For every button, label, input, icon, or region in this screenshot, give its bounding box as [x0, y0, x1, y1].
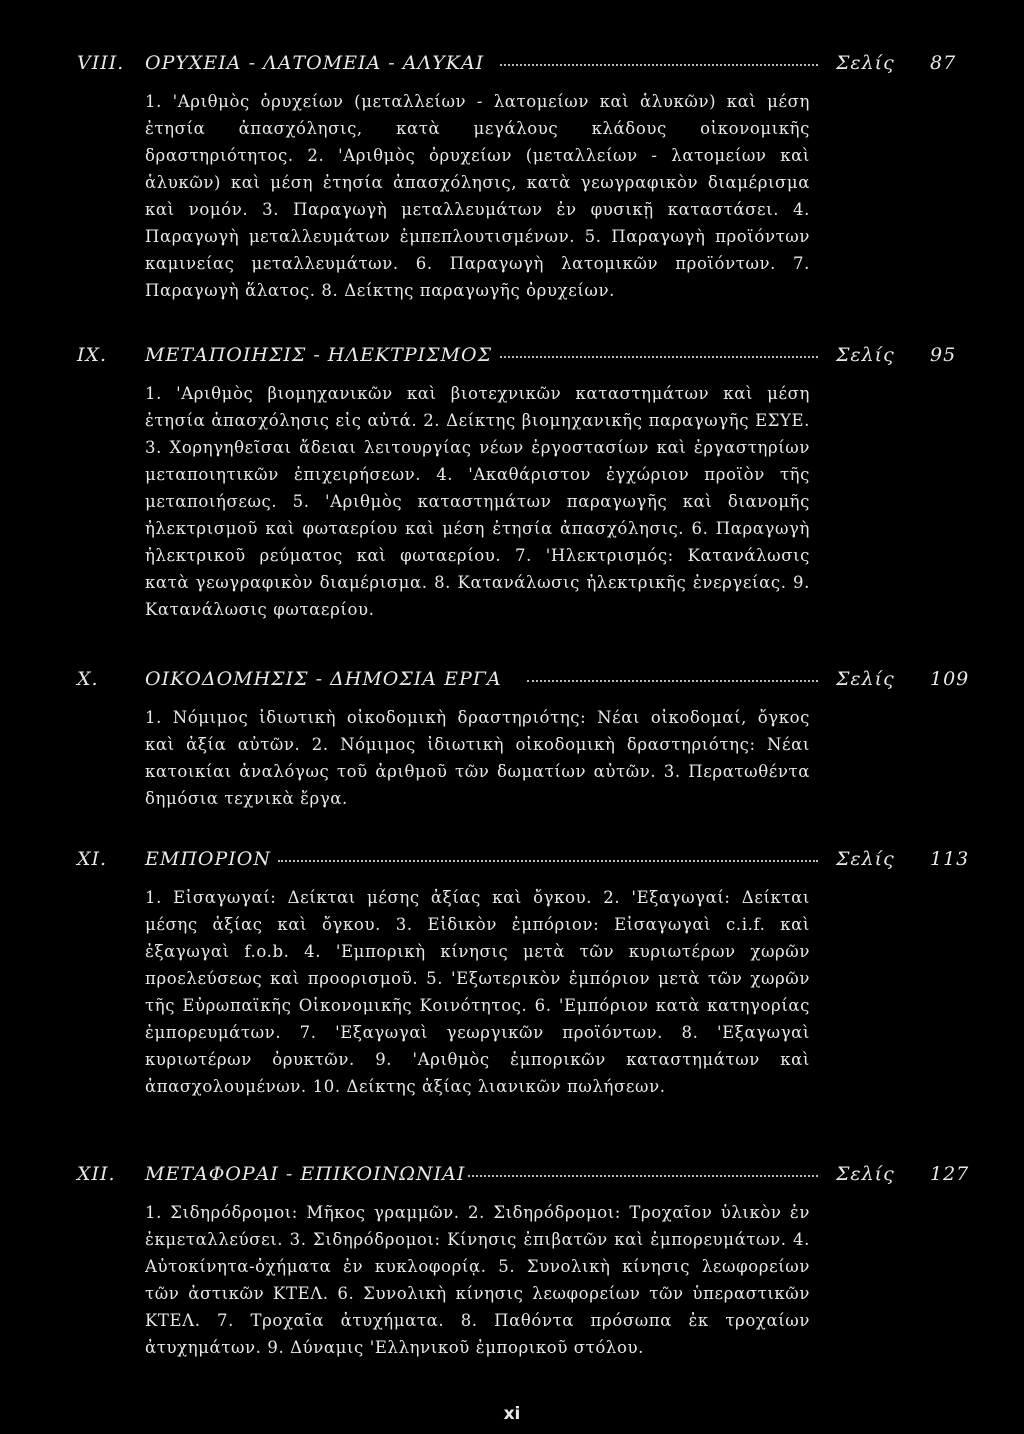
page-label: Σελίς	[836, 1163, 895, 1185]
section-contents-viii: 1. 'Αριθμὸς ὀρυχείων (μεταλλείων - λατομείων καὶ ἁλυκῶν) καὶ μέση ἐτησία ἀπασχόλησις, κατὰ μεγάλους κλάδους οἰκονομικῆς δραστηριότητος. 2. 'Αριθμὸς ὀρυχείων (μεταλλείων - λατομείων καὶ ἁλυκῶν) καὶ μέση ἐτησία ἀπασχόλησις, κατὰ γεωγραφικὸν διαμέρισμα καὶ νομόν. 3. Παραγωγὴ μεταλλευμάτων ἐν φυσικῇ καταστάσει. 4. Παραγωγὴ μεταλλευμάτων ἐμπεπλουτισμένων. 5. Παραγωγὴ προϊόντων καμινείας μεταλλευμάτων. 6. Παραγωγὴ λατομικῶν προϊόντων. 7. Παραγωγὴ ἅλατος. 8. Δείκτης παραγωγῆς ὀρυχείων.	[145, 92, 810, 300]
section-title: ΟΙΚΟΔΟΜΗΣΙΣ - ΔΗΜΟΣΙΑ ΕΡΓΑ	[145, 668, 502, 690]
page-label: Σελίς	[836, 848, 895, 870]
section-title: ΜΕΤΑΦΟΡΑΙ - ΕΠΙΚΟΙΝΩΝΙΑΙ	[145, 1163, 466, 1185]
page-label: Σελίς	[836, 344, 895, 366]
page-number: 95	[930, 344, 957, 366]
page-number: 113	[930, 848, 970, 870]
page-footer-number: xi	[503, 1404, 521, 1424]
leader-dots	[468, 1173, 818, 1177]
section-heading-xii	[0, 1163, 1024, 1193]
page-label: Σελίς	[836, 668, 895, 690]
page-label: Σελίς	[836, 52, 895, 74]
section-heading-viii	[0, 52, 1024, 82]
section-title: ΜΕΤΑΠΟΙΗΣΙΣ - ΗΛΕΚΤΡΙΣΜΟΣ	[145, 344, 493, 366]
page-number: 127	[930, 1163, 970, 1185]
page-number: 109	[930, 668, 970, 690]
page-number: 87	[930, 52, 957, 74]
section-title: ΕΜΠΟΡΙΟΝ	[145, 848, 271, 870]
leader-dots	[500, 62, 818, 66]
section-number: X.	[77, 668, 99, 690]
leader-dots	[278, 858, 818, 862]
section-number: VIII.	[77, 52, 125, 74]
section-contents-xii: 1. Σιδηρόδρομοι: Μῆκος γραμμῶν. 2. Σιδηρόδρομοι: Τροχαῖον ὑλικὸν ἐν ἐκμεταλλεύσει. 3. Σιδηρόδρομοι: Κίνησις ἐπιβατῶν καὶ ἐμπορευμάτων. 4. Αὐτοκίνητα-ὀχήματα ἐν κυκλοφορίᾳ. 5. Συνολικὴ κίνησις λεωφορείων τῶν ἀστικῶν ΚΤΕΛ. 6. Συνολικὴ κίνησις λεωφορείων τῶν ὑπεραστικῶν ΚΤΕΛ. 7. Τροχαῖα ἀτυχήματα. 8. Παθόντα πρόσωπα ἐκ τροχαίων ἀτυχημάτων. 9. Δύναμις 'Ελληνικοῦ ἐμπορικοῦ στόλου.	[145, 1203, 810, 1357]
section-number: IX.	[77, 344, 108, 366]
section-number: XII.	[77, 1163, 116, 1185]
section-title: ΟΡΥΧΕΙΑ - ΛΑΤΟΜΕΙΑ - ΑΛΥΚΑΙ	[145, 52, 485, 74]
section-heading-xi	[0, 848, 1024, 878]
leader-dots	[500, 354, 818, 358]
section-heading-ix	[0, 344, 1024, 374]
section-contents-ix: 1. 'Αριθμὸς βιομηχανικῶν καὶ βιοτεχνικῶν καταστημάτων καὶ μέση ἐτησία ἀπασχόλησις εἰς αὐτά. 2. Δείκτης βιομηχανικῆς παραγωγῆς ΕΣΥΕ. 3. Χορηγηθεῖσαι ἄδειαι λειτουργίας νέων ἐργοστασίων καὶ ἐργαστηρίων μεταποιητικῶν ἐπιχειρήσεων. 4. 'Ακαθάριστον ἐγχώριον προϊὸν τῆς μεταποιήσεως. 5. 'Αριθμὸς καταστημάτων παραγωγῆς καὶ διανομῆς ἠλεκτρισμοῦ καὶ φωταερίου καὶ μέση ἐτησία ἀπασχόλησις. 6. Παραγωγὴ ἠλεκτρικοῦ ρεύματος καὶ φωταερίου. 7. 'Ηλεκτρισμός: Κατανάλωσις κατὰ γεωγραφικὸν διαμέρισμα. 8. Κατανάλωσις ἠλεκτρικῆς ἐνεργείας. 9. Κατανάλωσις φωταερίου.	[145, 384, 810, 619]
section-contents-xi: 1. Εἰσαγωγαί: Δείκται μέσης ἀξίας καὶ ὄγκου. 2. 'Εξαγωγαί: Δείκται μέσης ἀξίας καὶ ὄγκου. 3. Εἰδικὸν ἐμπόριον: Εἰσαγωγαὶ c.i.f. καὶ ἐξαγωγαὶ f.o.b. 4. 'Εμπορικὴ κίνησις μετὰ τῶν κυριωτέρων χωρῶν προελεύσεως καὶ προορισμοῦ. 5. 'Εξωτερικὸν ἐμπόριον μετὰ τῶν χωρῶν τῆς Εὐρωπαϊκῆς Οἰκονομικῆς Κοινότητος. 6. 'Εμπόριον κατὰ κατηγορίας ἐμπορευμάτων. 7. 'Εξαγωγαὶ γεωργικῶν προϊόντων. 8. 'Εξαγωγαὶ κυριωτέρων ὀρυκτῶν. 9. 'Αριθμὸς ἐμπορικῶν καταστημάτων καὶ ἀπασχολουμένων. 10. Δείκτης ἀξίας λιανικῶν πωλήσεων.	[145, 888, 810, 1096]
section-heading-x	[0, 668, 1024, 698]
section-contents-x: 1. Νόμιμος ἰδιωτικὴ οἰκοδομικὴ δραστηριότης: Νέαι οἰκοδομαί, ὄγκος καὶ ἀξία αὐτῶν. 2. Νόμιμος ἰδιωτικὴ οἰκοδομικὴ δραστηριότης: Νέαι κατοικίαι ἀναλόγως τοῦ ἀριθμοῦ τῶν δωματίων αὐτῶν. 3. Περατωθέντα δημόσια τεχνικὰ ἔργα.	[145, 708, 810, 808]
section-number: XI.	[77, 848, 108, 870]
leader-dots	[527, 678, 818, 682]
